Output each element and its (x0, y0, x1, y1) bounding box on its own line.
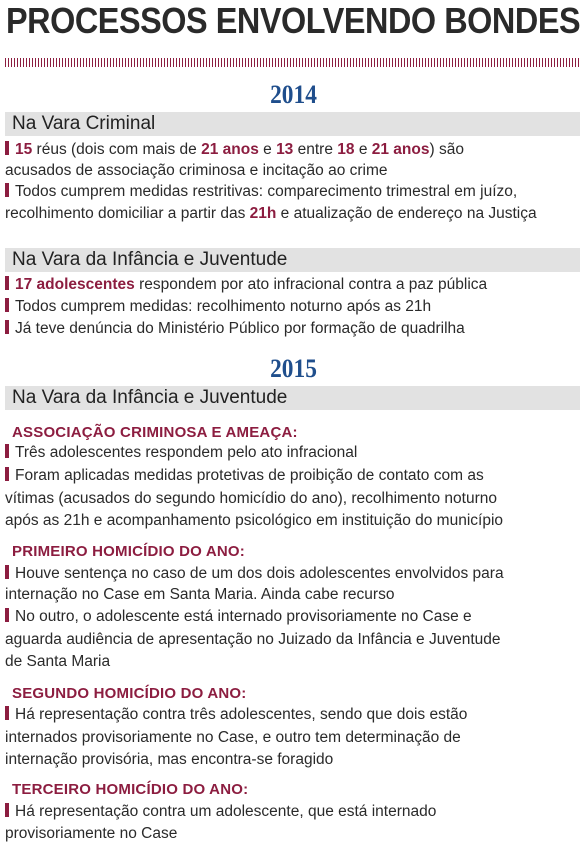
bullet-line (5, 182, 517, 202)
bullet-line-continued: internação provisória, mas encontra-se foragido (5, 751, 334, 768)
bullet-line (5, 802, 436, 822)
subsection-title: PRIMEIRO HOMICÍDIO DO ANO: (12, 543, 245, 560)
bullet-text: Há representação contra três adolescentes, sendo que dois estão (15, 706, 468, 723)
bullet-line-continued (5, 204, 537, 224)
bullet-marker (5, 276, 9, 290)
bullet-line (5, 607, 472, 627)
bullet-text: entre (293, 141, 338, 158)
bullet-marker (5, 565, 9, 579)
bullet-text: No outro, o adolescente está internado provisoriamente no Case e (15, 608, 472, 625)
bullet-line-continued: aguarda audiência de apresentação no Juizado da Infância e Juventude (5, 631, 501, 648)
bullet-line (5, 705, 467, 725)
section-band-criminal-2014 (5, 112, 580, 136)
bullet-line (5, 466, 484, 486)
title-divider (5, 58, 580, 67)
bullet-line (5, 297, 431, 317)
bullet-line-continued: internados provisoriamente no Case, e outro tem determinação de (5, 729, 461, 746)
year-heading-2015: 2015 (270, 354, 317, 383)
bullet-text: Todos cumprem medidas restritivas: comparecimento trimestral em juízo, (15, 183, 518, 200)
highlight-number: 18 (337, 141, 355, 158)
highlight-number: 17 adolescentes (15, 276, 135, 293)
bullet-marker (5, 320, 9, 334)
bullet-text: Já teve denúncia do Ministério Público por formação de quadrilha (15, 320, 465, 337)
bullet-marker (5, 141, 9, 155)
section-band-infancia-2015 (5, 386, 580, 410)
bullet-text: respondem por ato infracional contra a paz pública (134, 276, 488, 293)
section-band-infancia-2014 (5, 248, 580, 272)
bullet-line (5, 140, 464, 160)
bullet-line (5, 319, 465, 339)
bullet-text: Houve sentença no caso de um dos dois adolescentes envolvidos para (15, 565, 504, 582)
bullet-text: réus (dois com mais de (32, 141, 202, 158)
bullet-text: e (258, 141, 277, 158)
subsection-title: ASSOCIAÇÃO CRIMINOSA E AMEAÇA: (12, 424, 298, 441)
bullet-marker (5, 183, 9, 197)
section-heading: Na Vara da Infância e Juventude (12, 249, 288, 270)
bullet-marker (5, 803, 9, 817)
bullet-text: recolhimento domiciliar a partir das (5, 205, 250, 222)
highlight-number: 21 anos (201, 141, 259, 158)
bullet-line (5, 564, 504, 584)
highlight-number: 21h (249, 205, 277, 222)
bullet-marker (5, 467, 9, 481)
bullet-line-continued: após as 21h e acompanhamento psicológico em instituição do município (5, 512, 504, 529)
year-heading-2014: 2014 (270, 80, 317, 109)
section-heading: Na Vara da Infância e Juventude (12, 387, 288, 408)
bullet-marker (5, 706, 9, 720)
bullet-line-continued: de Santa Maria (5, 653, 111, 670)
bullet-line-continued: acusados de associação criminosa e incitação ao crime (5, 162, 388, 179)
section-heading: Na Vara Criminal (12, 113, 156, 134)
bullet-marker (5, 608, 9, 622)
subsection-title: SEGUNDO HOMICÍDIO DO ANO: (12, 685, 247, 702)
subsection-title: TERCEIRO HOMICÍDIO DO ANO: (12, 781, 249, 798)
bullet-marker (5, 444, 9, 458)
bullet-line (5, 275, 487, 295)
bullet-text: Foram aplicadas medidas protetivas de proibição de contato com as (15, 467, 484, 484)
bullet-marker (5, 298, 9, 312)
highlight-number: 13 (276, 141, 294, 158)
bullet-text: Três adolescentes respondem pelo ato infracional (15, 444, 358, 461)
highlight-number: 21 anos (371, 141, 430, 158)
bullet-line-continued: vítimas (acusados do segundo homicídio do ano), recolhimento noturno (5, 490, 497, 507)
bullet-text: Todos cumprem medidas: recolhimento noturno após as 21h (15, 298, 432, 315)
page-title: PROCESSOS ENVOLVENDO BONDES (6, 0, 581, 41)
highlight-number: 15 (15, 141, 33, 158)
bullet-line-continued: provisoriamente no Case (5, 825, 178, 842)
bullet-text: Há representação contra um adolescente, que está internado (15, 803, 437, 820)
bullet-text: e atualização de endereço na Justiça (276, 205, 537, 222)
bullet-text: e (354, 141, 372, 158)
bullet-line (5, 443, 357, 463)
bullet-text: ) são (429, 141, 464, 158)
bullet-line-continued: internação no Case em Santa Maria. Ainda cabe recurso (5, 586, 395, 603)
